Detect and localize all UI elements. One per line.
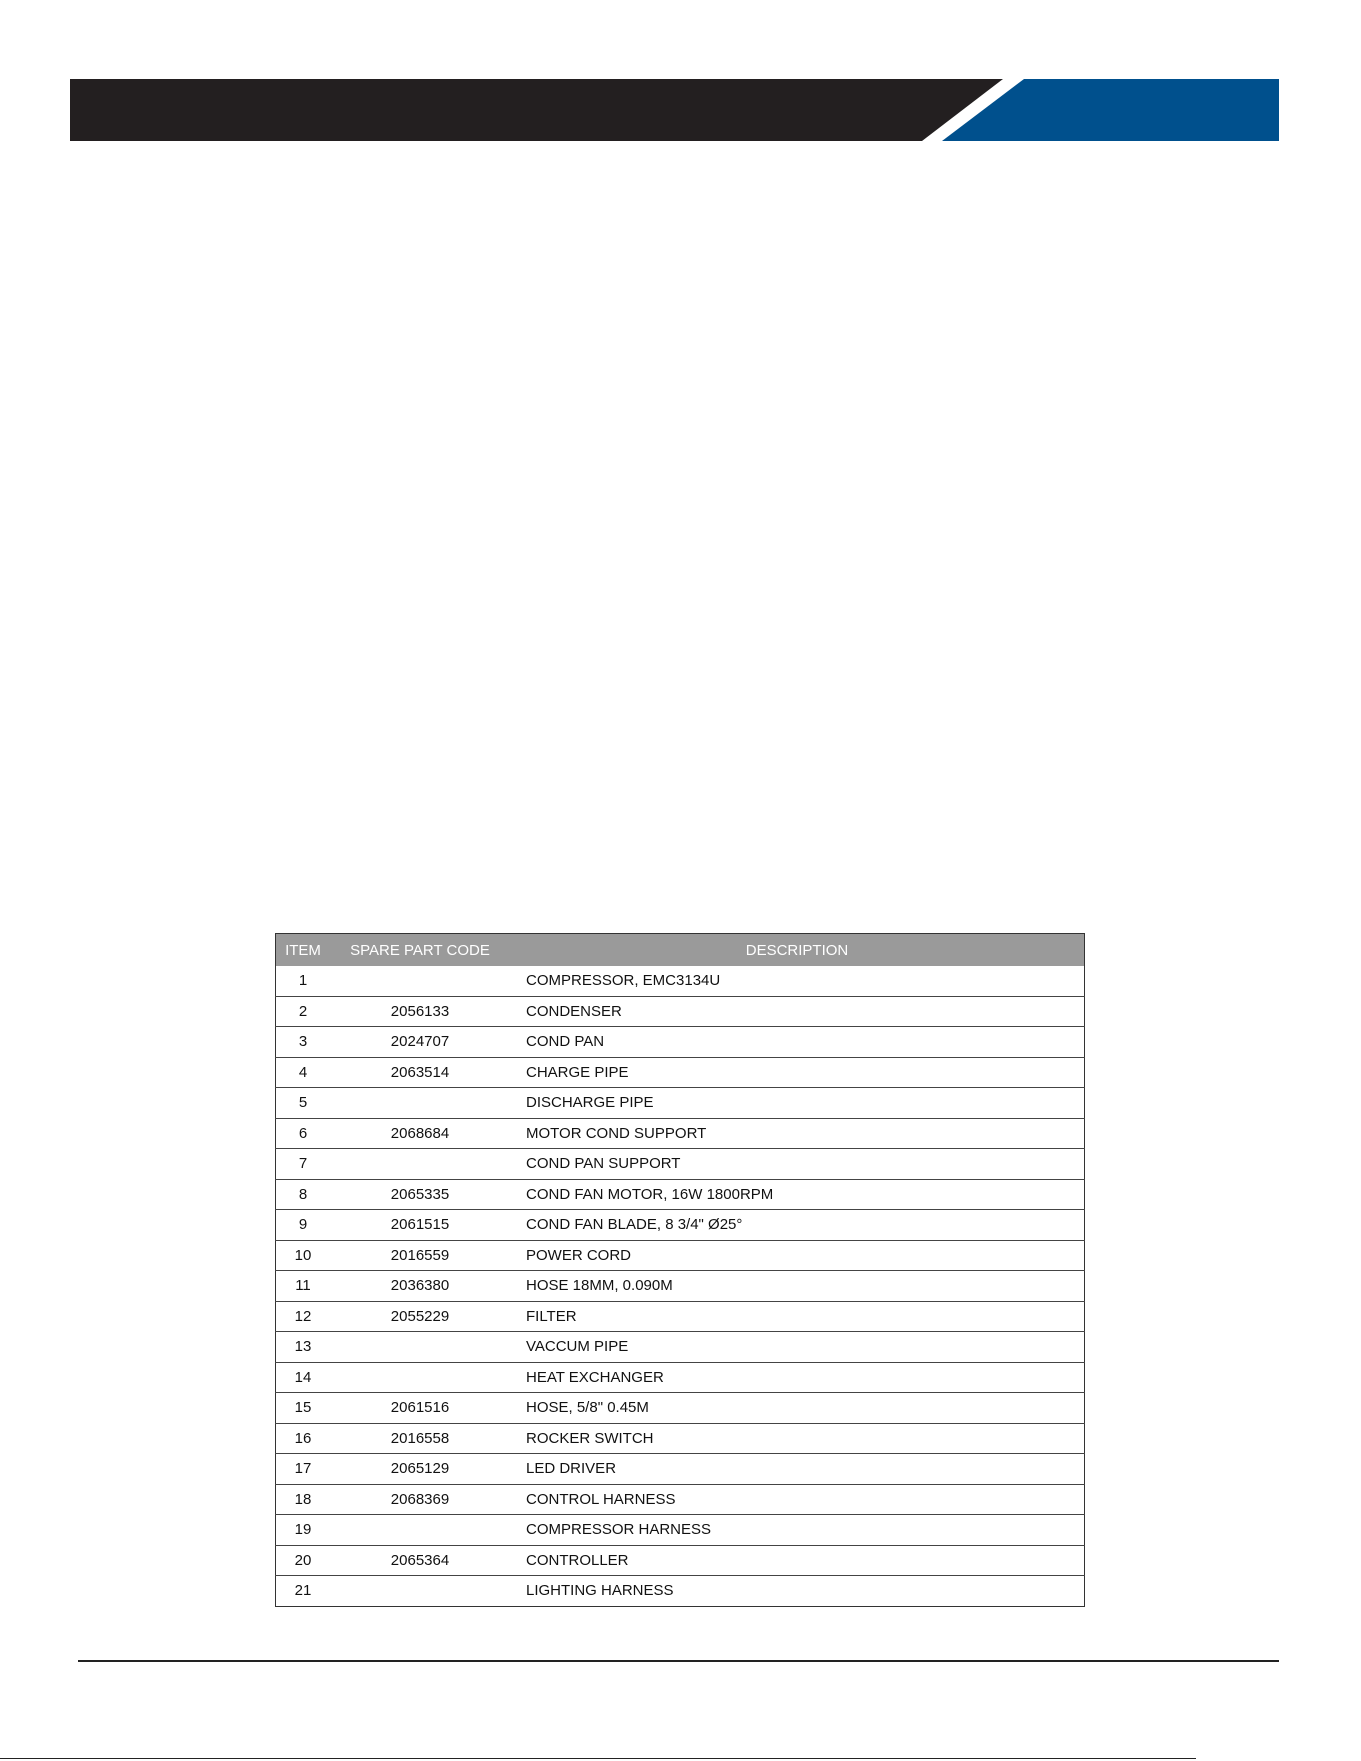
part-code-cell: [330, 1362, 510, 1393]
table-header-row: [276, 934, 1085, 967]
table-row: [276, 1362, 1085, 1393]
description-cell: DISCHARGE PIPE: [510, 1088, 1085, 1119]
footer-divider: [78, 1660, 1279, 1662]
part-code-cell: 2068684: [330, 1118, 510, 1149]
part-code-cell: [330, 1515, 510, 1546]
description-cell: HOSE 18MM, 0.090M: [510, 1271, 1085, 1302]
table-row: [276, 996, 1085, 1027]
table-row: [276, 1301, 1085, 1332]
table-row: [276, 1027, 1085, 1058]
description-cell: MOTOR COND SUPPORT: [510, 1118, 1085, 1149]
table-row: [276, 1057, 1085, 1088]
table-row: [276, 966, 1085, 996]
part-code-cell: 2065129: [330, 1454, 510, 1485]
table-row: [276, 1088, 1085, 1119]
table-row: [276, 1271, 1085, 1302]
table-row: [276, 1545, 1085, 1576]
item-cell: 20: [276, 1545, 331, 1576]
bottom-divider: [0, 1758, 1196, 1759]
banner-dark-band: [70, 79, 1003, 141]
item-cell: 9: [276, 1210, 331, 1241]
description-cell: CHARGE PIPE: [510, 1057, 1085, 1088]
part-code-cell: 2056133: [330, 996, 510, 1027]
description-cell: CONTROLLER: [510, 1545, 1085, 1576]
description-cell: COND FAN MOTOR, 16W 1800RPM: [510, 1179, 1085, 1210]
part-code-cell: [330, 1332, 510, 1363]
part-code-cell: 2016558: [330, 1423, 510, 1454]
part-code-cell: 2061515: [330, 1210, 510, 1241]
header-banner: [70, 79, 1279, 141]
description-cell: HOSE, 5/8" 0.45M: [510, 1393, 1085, 1424]
table-row: [276, 1179, 1085, 1210]
table-row: [276, 1454, 1085, 1485]
table-row: [276, 1332, 1085, 1363]
item-cell: 8: [276, 1179, 331, 1210]
header-description: DESCRIPTION: [510, 934, 1085, 967]
spare-parts-table: [275, 933, 1085, 1607]
item-cell: 2: [276, 996, 331, 1027]
table-row: [276, 1393, 1085, 1424]
item-cell: 15: [276, 1393, 331, 1424]
part-code-cell: 2036380: [330, 1271, 510, 1302]
item-cell: 13: [276, 1332, 331, 1363]
item-cell: 7: [276, 1149, 331, 1180]
banner-blue-band: [942, 79, 1279, 141]
table-row: [276, 1423, 1085, 1454]
table-row: [276, 1515, 1085, 1546]
description-cell: HEAT EXCHANGER: [510, 1362, 1085, 1393]
description-cell: VACCUM PIPE: [510, 1332, 1085, 1363]
description-cell: COMPRESSOR, EMC3134U: [510, 966, 1085, 996]
part-code-cell: [330, 1088, 510, 1119]
table-row: [276, 1484, 1085, 1515]
description-cell: FILTER: [510, 1301, 1085, 1332]
header-spare-part-code: SPARE PART CODE: [330, 934, 510, 967]
item-cell: 14: [276, 1362, 331, 1393]
item-cell: 17: [276, 1454, 331, 1485]
part-code-cell: 2024707: [330, 1027, 510, 1058]
item-cell: 19: [276, 1515, 331, 1546]
item-cell: 16: [276, 1423, 331, 1454]
item-cell: 4: [276, 1057, 331, 1088]
table-row: [276, 1118, 1085, 1149]
description-cell: CONDENSER: [510, 996, 1085, 1027]
part-code-cell: 2065364: [330, 1545, 510, 1576]
description-cell: COND PAN: [510, 1027, 1085, 1058]
part-code-cell: [330, 966, 510, 996]
description-cell: ROCKER SWITCH: [510, 1423, 1085, 1454]
item-cell: 6: [276, 1118, 331, 1149]
table-body: [276, 966, 1085, 1606]
part-code-cell: 2055229: [330, 1301, 510, 1332]
part-code-cell: 2061516: [330, 1393, 510, 1424]
description-cell: LED DRIVER: [510, 1454, 1085, 1485]
item-cell: 3: [276, 1027, 331, 1058]
description-cell: POWER CORD: [510, 1240, 1085, 1271]
item-cell: 1: [276, 966, 331, 996]
part-code-cell: 2065335: [330, 1179, 510, 1210]
item-cell: 10: [276, 1240, 331, 1271]
part-code-cell: 2063514: [330, 1057, 510, 1088]
part-code-cell: [330, 1149, 510, 1180]
description-cell: LIGHTING HARNESS: [526, 1582, 674, 1600]
description-cell: CONTROL HARNESS: [510, 1484, 1085, 1515]
table-row: [276, 1576, 1085, 1607]
part-code-cell: [330, 1576, 510, 1607]
item-cell: 18: [276, 1484, 331, 1515]
item-cell: 12: [276, 1301, 331, 1332]
table-row: [276, 1240, 1085, 1271]
banner-graphic: [70, 79, 1279, 141]
item-cell: 21: [294, 1582, 312, 1600]
description-cell: COND PAN SUPPORT: [510, 1149, 1085, 1180]
header-item: ITEM: [276, 934, 331, 967]
item-cell: 11: [276, 1271, 331, 1302]
table-row: [276, 1210, 1085, 1241]
item-cell: 5: [276, 1088, 331, 1119]
description-cell: COMPRESSOR HARNESS: [510, 1515, 1085, 1546]
part-code-cell: 2068369: [330, 1484, 510, 1515]
part-code-cell: 2016559: [330, 1240, 510, 1271]
table-row: [276, 1149, 1085, 1180]
description-cell: COND FAN BLADE, 8 3/4" Ø25°: [510, 1210, 1085, 1241]
